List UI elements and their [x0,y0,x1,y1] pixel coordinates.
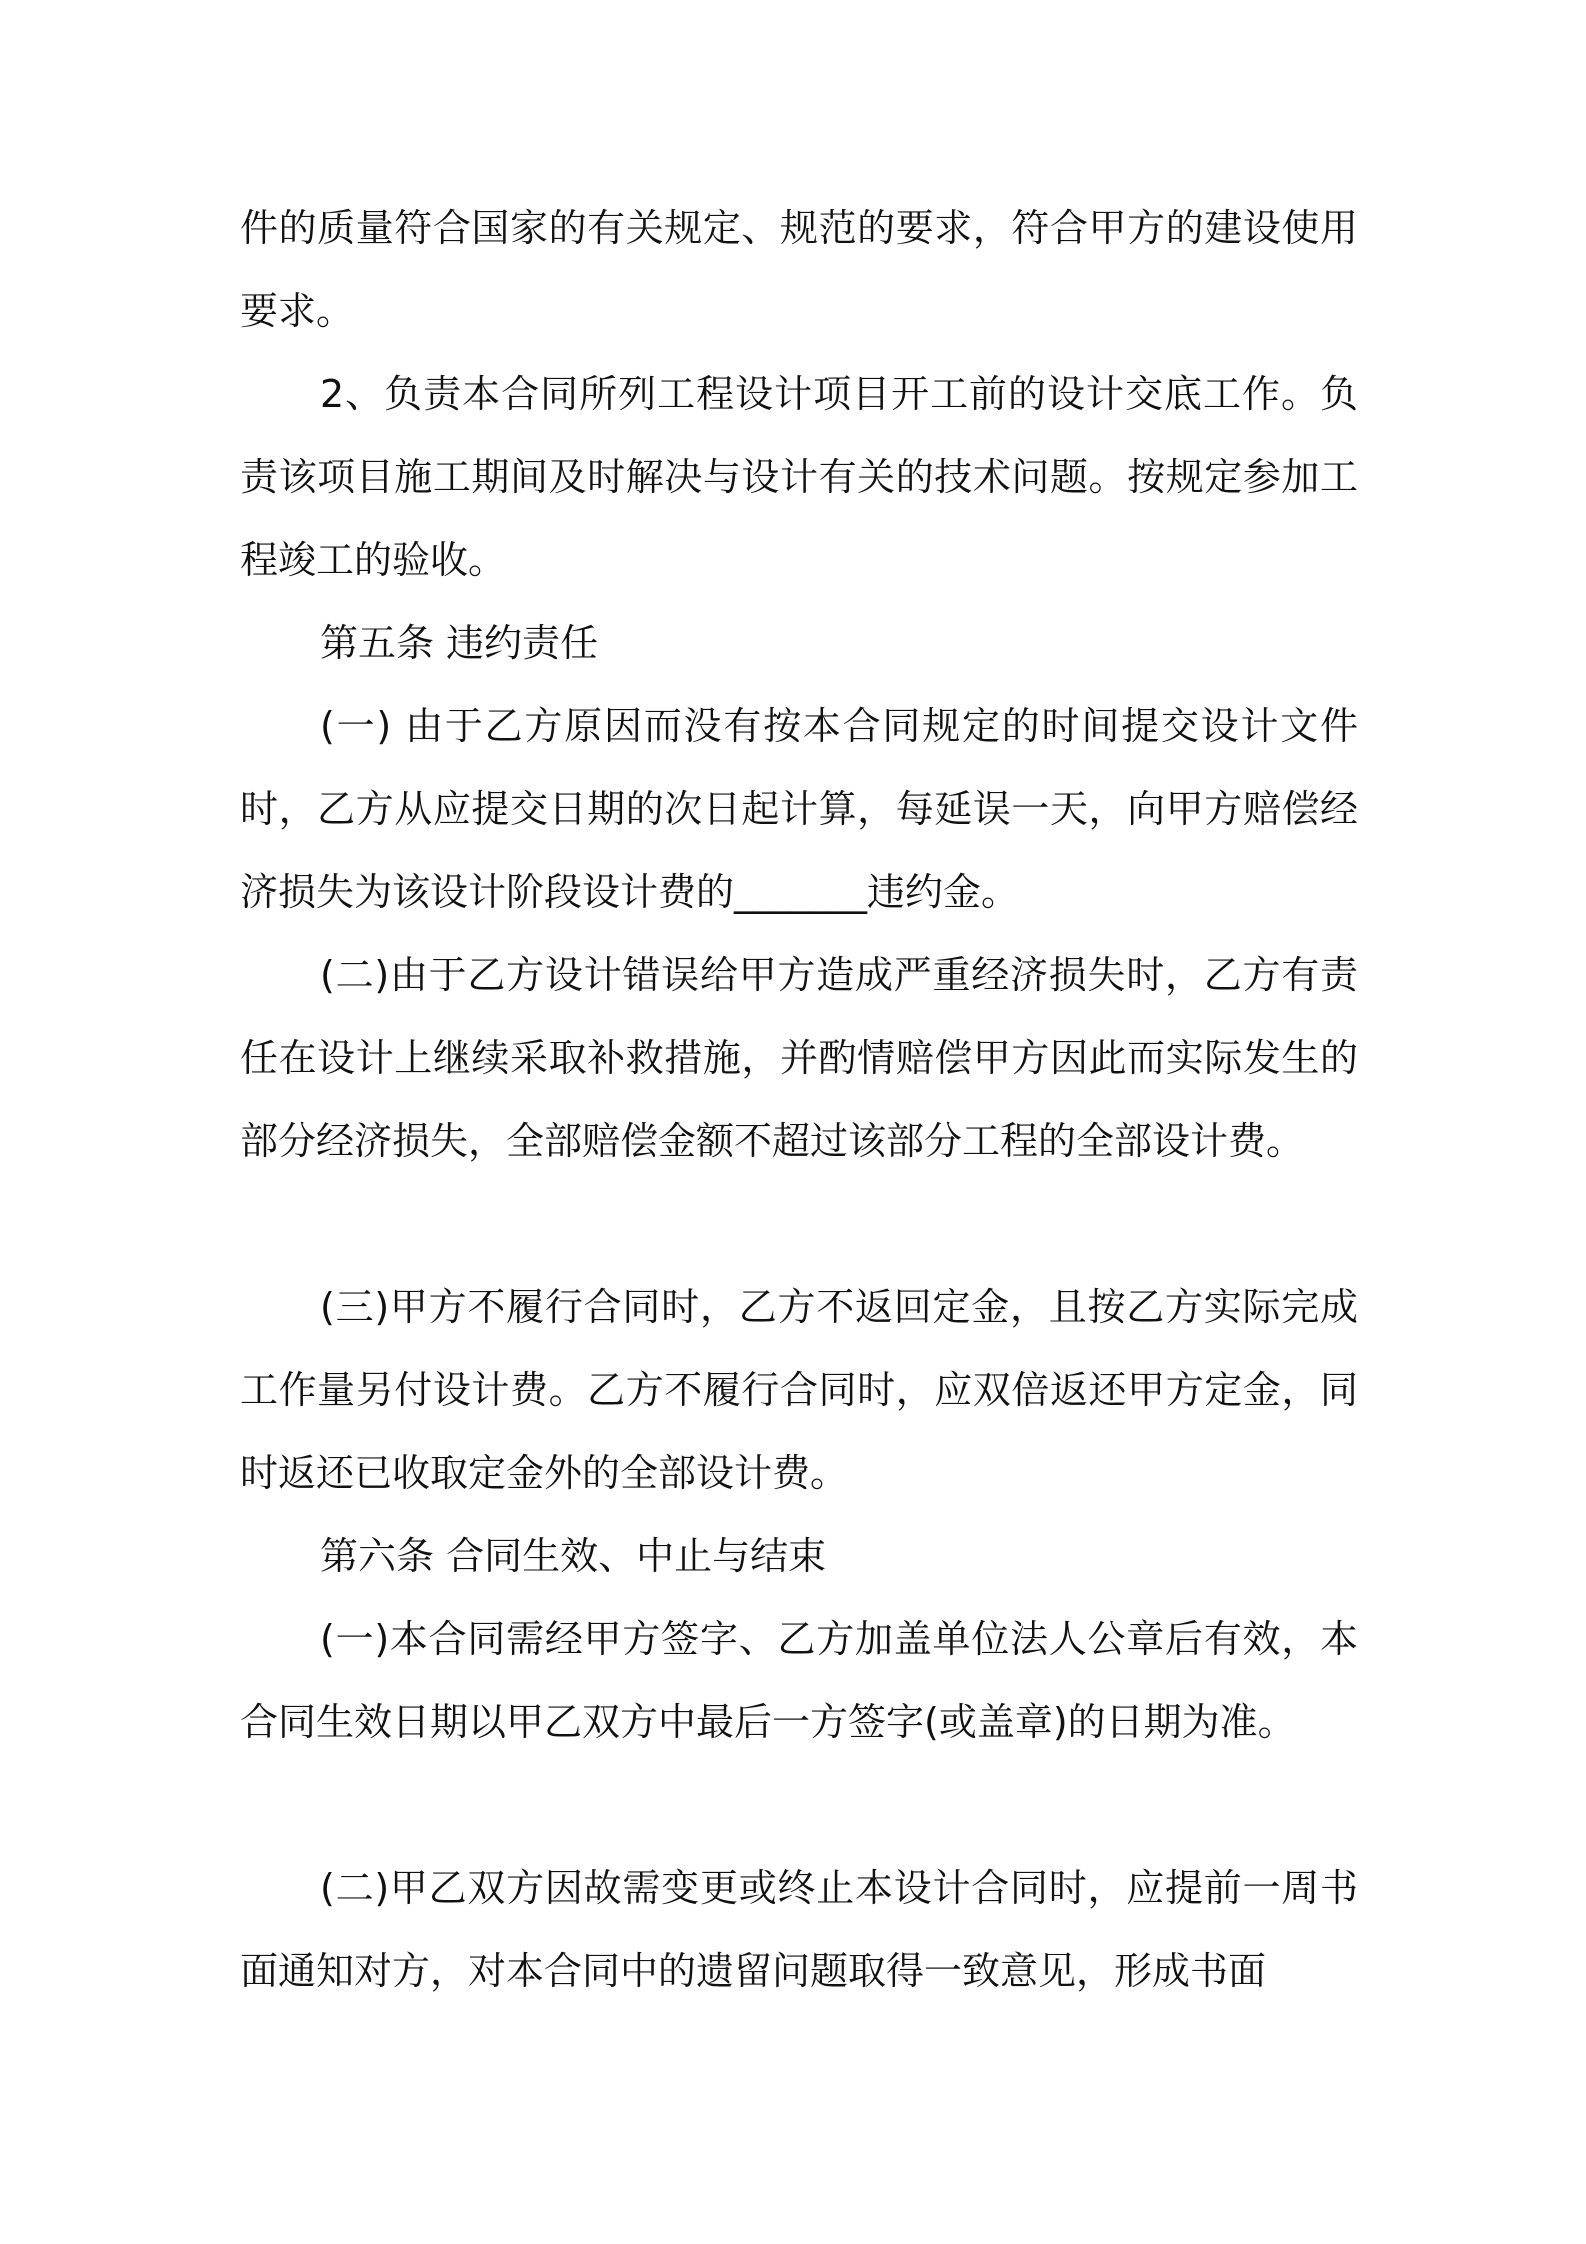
paragraph-clause-6-2: (二)甲乙双方因故需变更或终止本设计合同时，应提前一周书面通知对方，对本合同中的遗留问题取得一致意见，形成书面 [240,1866,1358,1993]
paragraph-clause-5-3: (三)甲方不履行合同时，乙方不返回定金，且按乙方实际完成工作量另付设计费。乙方不履行合同时，应双倍返还甲方定金，同时返还已收取定金外的全部设计费。 [240,1285,1358,1495]
section-heading-article-5: 第五条 违约责任 [320,621,599,665]
paragraph-clause-5-2: (二)由于乙方设计错误给甲方造成严重经济损失时，乙方有责任在设计上继续采取补救措施，并酌情赔偿甲方因此而实际发生的部分经济损失，全部赔偿金额不超过该部分工程的全部设计费。 [240,953,1358,1163]
paragraph-item-2: 2、负责本合同所列工程设计项目开工前的设计交底工作。负责该项目施工期间及时解决与设计有关的技术问题。按规定参加工程竣工的验收。 [240,372,1358,582]
paragraph-clause-5-1: (一) 由于乙方原因而没有按本合同规定的时间提交设计文件时，乙方从应提交日期的次日起计算，每延误一天，向甲方赔偿经济损失为该设计阶段设计费的_______违约金。 [240,704,1358,914]
section-heading-article-6: 第六条 合同生效、中止与结束 [320,1534,827,1578]
paragraph-clause-6-1: (一)本合同需经甲方签字、乙方加盖单位法人公章后有效，本合同生效日期以甲乙双方中最后一方签字(或盖章)的日期为准。 [240,1617,1358,1744]
paragraph-continuation: 件的质量符合国家的有关规定、规范的要求，符合甲方的建设使用要求。 [240,206,1358,333]
